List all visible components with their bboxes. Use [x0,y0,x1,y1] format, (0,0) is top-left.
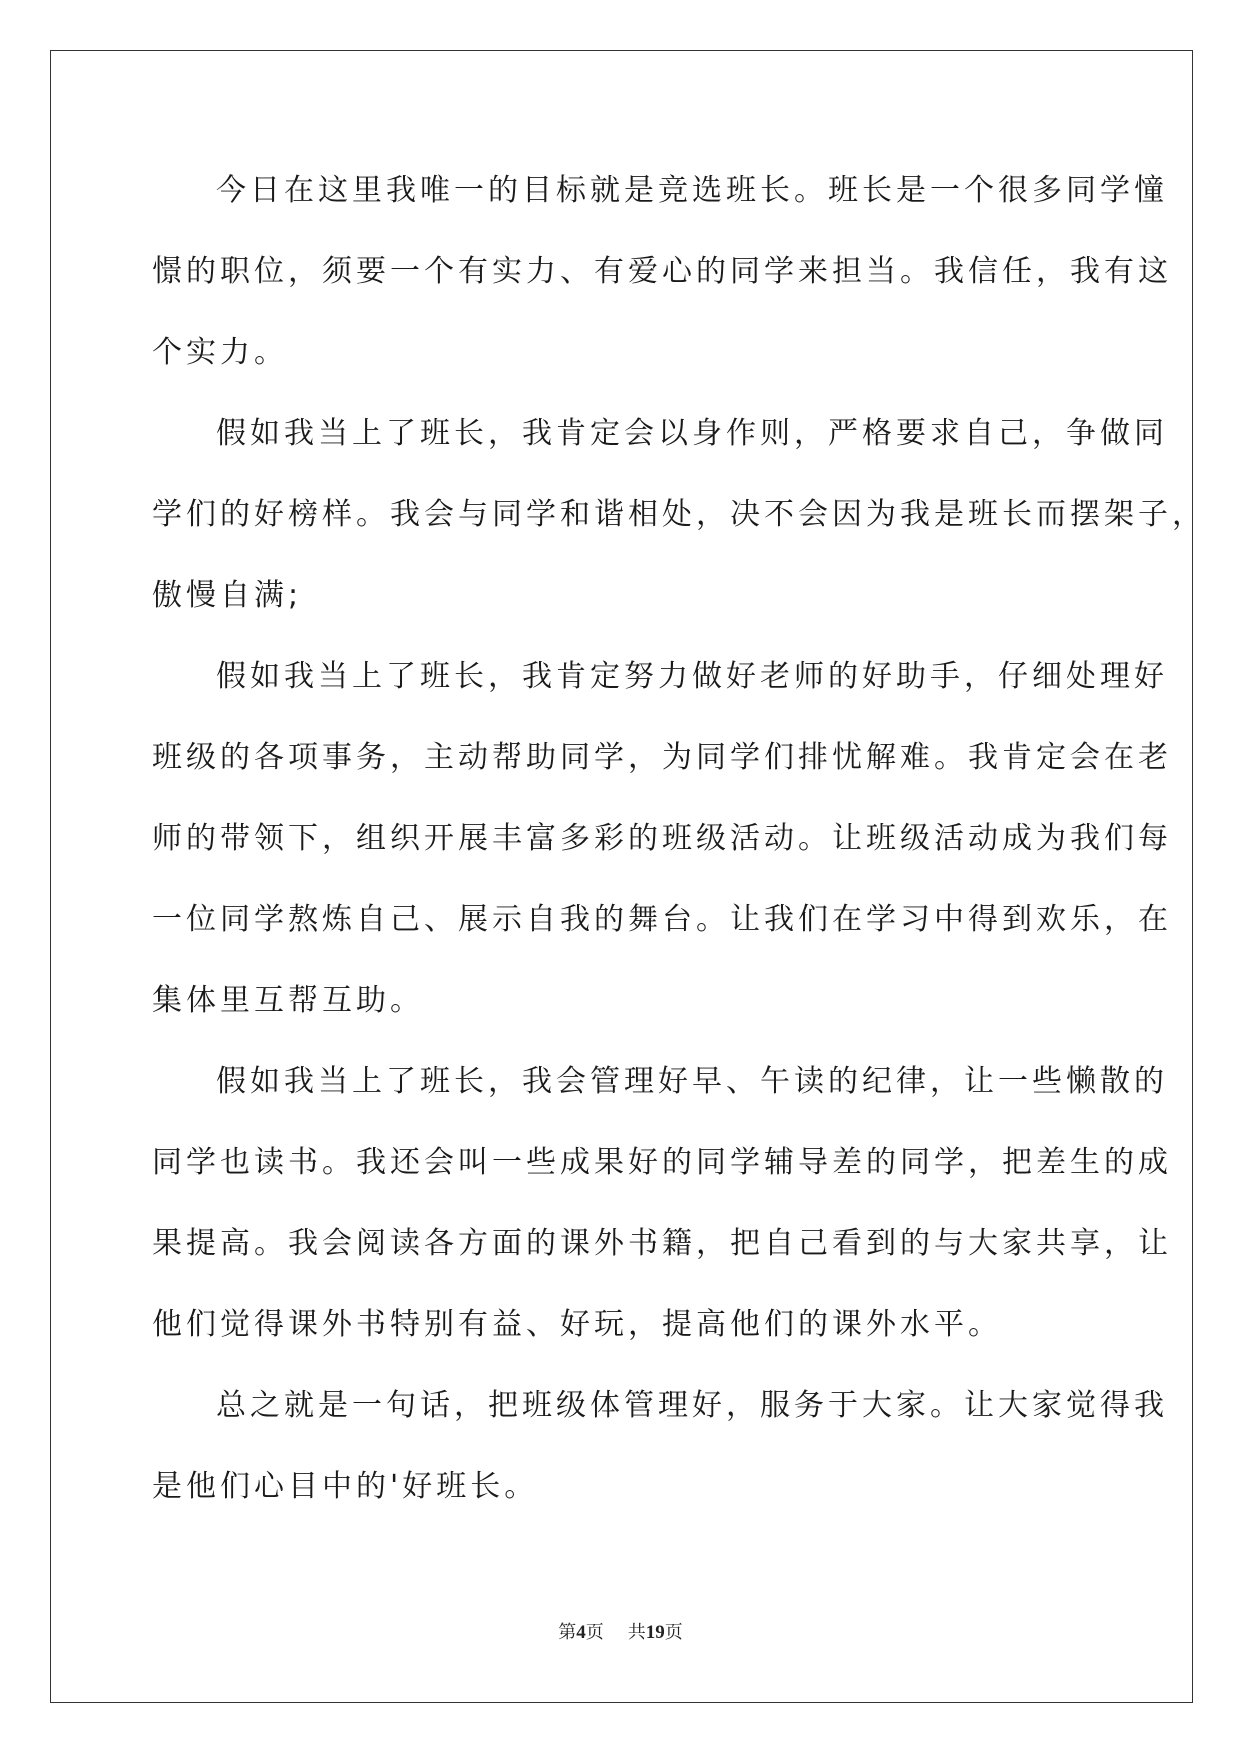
paragraph-2-line-2: 学们的好榜样。我会与同学和谐相处，决不会因为我是班长而摆架子， [152,497,1206,532]
page-number-suffix: 页 [585,1622,604,1642]
document-body [152,150,1206,1527]
paragraph-2-line-3: 傲慢自满; [152,578,303,613]
paragraph-3-line-5: 集体里互帮互助。 [152,983,424,1018]
paragraph-3-line-1: 假如我当上了班长，我肯定努力做好老师的好助手，仔细处理好 [216,659,1168,694]
paragraph-1-line-2: 憬的职位，须要一个有实力、有爱心的同学来担当。我信任，我有这 [152,254,1172,289]
page-number: 4 [576,1622,586,1643]
paragraph-4-line-1: 假如我当上了班长，我会管理好早、午读的纪律，让一些懒散的 [216,1064,1168,1099]
paragraph-4-line-3: 果提高。我会阅读各方面的课外书籍，把自己看到的与大家共享，让 [152,1226,1172,1261]
paragraph-3-line-3: 师的带领下，组织开展丰富多彩的班级活动。让班级活动成为我们每 [152,821,1172,856]
paragraph-2-line-1: 假如我当上了班长，我肯定会以身作则，严格要求自己，争做同 [216,416,1168,451]
paragraph-4-line-4: 他们觉得课外书特别有益、好玩，提高他们的课外水平。 [152,1307,1002,1342]
paragraph-3-line-4: 一位同学熬炼自己、展示自我的舞台。让我们在学习中得到欢乐，在 [152,902,1172,937]
paragraph-3-line-2: 班级的各项事务，主动帮助同学，为同学们排忧解难。我肯定会在老 [152,740,1172,775]
total-pages: 19 [645,1622,665,1643]
paragraph-1-line-1: 今日在这里我唯一的目标就是竞选班长。班长是一个很多同学憧 [216,173,1168,208]
paragraph-5-line-1: 总之就是一句话，把班级体管理好，服务于大家。让大家觉得我 [216,1388,1168,1423]
page-footer [0,1618,1241,1644]
paragraph-1-line-3: 个实力。 [152,335,288,370]
paragraph-5-line-2: 是他们心目中的'好班长。 [152,1469,539,1504]
paragraph-4-line-2: 同学也读书。我还会叫一些成果好的同学辅导差的同学，把差生的成 [152,1145,1172,1180]
page-number-prefix: 第 [558,1622,577,1642]
total-pages-prefix: 共 [627,1622,646,1642]
total-pages-suffix: 页 [664,1622,683,1642]
